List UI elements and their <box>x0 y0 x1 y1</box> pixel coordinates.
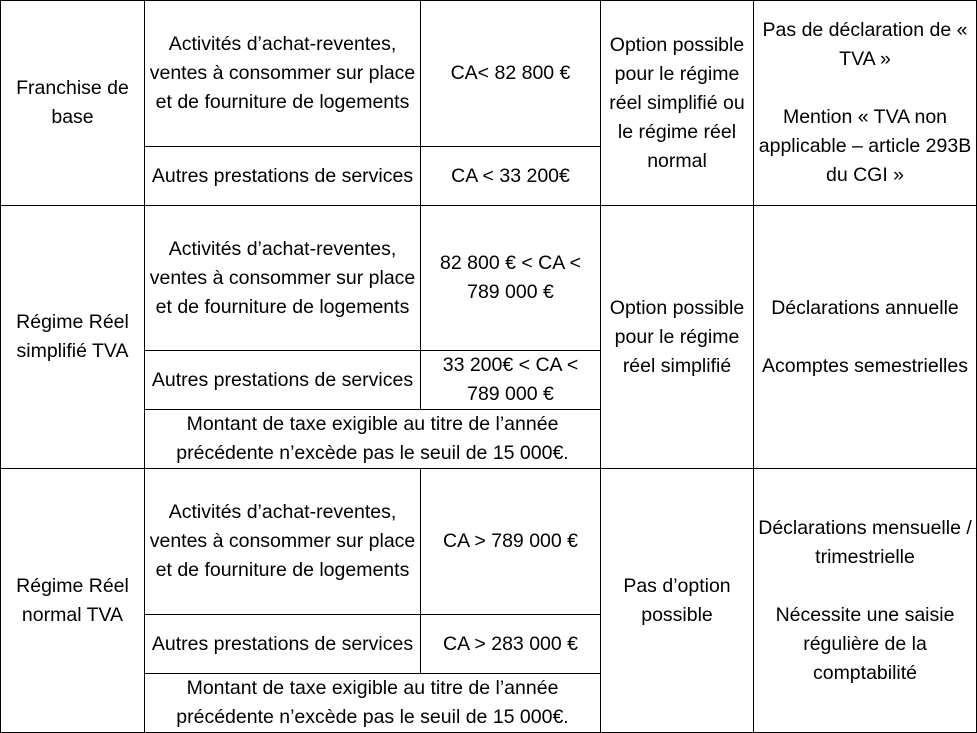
threshold-text: 82 800 € < CA < 789 000 € <box>440 252 581 303</box>
option-text: Option possible pour le régime réel simplifié <box>609 296 745 377</box>
threshold-cell <box>421 147 601 206</box>
tax-condition-cell <box>145 410 601 469</box>
obligation-line: Acomptes semestrielles <box>762 354 968 377</box>
activity-cell <box>145 147 421 206</box>
table-row <box>1 469 977 615</box>
obligations-cell <box>754 1 977 206</box>
regime-name-cell <box>1 1 145 206</box>
threshold-cell <box>421 206 601 351</box>
obligation-line: Mention « TVA non applicable – article 293B du CGI » <box>758 106 972 186</box>
activity-cell <box>145 206 421 351</box>
threshold-text: CA < 33 200€ <box>451 164 570 187</box>
activity-cell <box>145 351 421 410</box>
regime-name: Régime Réel simplifié TVA <box>16 311 129 362</box>
activity-text: Autres prestations de services <box>151 368 414 391</box>
tax-condition-text: Montant de taxe exigible au titre de l’année précédente n’excède pas le seuil de 15 000€. <box>176 677 569 728</box>
obligation-line: Déclarations annuelle <box>771 296 959 319</box>
threshold-cell <box>421 615 601 674</box>
obligation-line: Déclarations mensuelle / trimestrielle <box>758 516 972 568</box>
regime-name-cell <box>1 469 145 733</box>
threshold-text: CA< 82 800 € <box>450 62 571 84</box>
activity-text: Activités d’achat-reventes, ventes à consommer sur place et de fourniture de logements <box>149 501 416 581</box>
threshold-cell <box>421 351 601 410</box>
regime-name: Franchise de base <box>16 77 129 128</box>
regime-name: Régime Réel normal TVA <box>16 574 129 626</box>
option-cell <box>601 469 754 733</box>
threshold-cell <box>421 1 601 147</box>
spacer <box>758 572 972 601</box>
spacer <box>758 323 972 352</box>
obligation-line: Pas de déclaration de « TVA » <box>762 19 968 70</box>
activity-cell <box>145 1 421 147</box>
obligation-line: Nécessite une saisie régulière de la comptabilité <box>775 603 955 684</box>
option-text: Pas d’option possible <box>623 574 731 626</box>
option-text: Option possible pour le régime réel simplifié ou le régime réel normal <box>609 33 745 172</box>
tax-condition-text: Montant de taxe exigible au titre de l’année précédente n’excède pas le seuil de 15 000€. <box>176 413 569 464</box>
spacer <box>758 74 972 103</box>
activity-text: Autres prestations de services <box>151 164 414 187</box>
regime-name-cell <box>1 206 145 469</box>
table-row <box>1 1 977 147</box>
threshold-text: 33 200€ < CA < 789 000 € <box>442 354 579 405</box>
threshold-text: CA > 789 000 € <box>443 530 578 552</box>
activity-text: Activités d’achat-reventes, ventes à consommer sur place et de fourniture de logements <box>149 33 416 113</box>
table-row <box>1 206 977 351</box>
obligations-cell <box>754 206 977 469</box>
activity-cell <box>145 469 421 615</box>
option-cell <box>601 206 754 469</box>
activity-cell <box>145 615 421 674</box>
threshold-cell <box>421 469 601 615</box>
obligations-cell <box>754 469 977 733</box>
threshold-text: CA > 283 000 € <box>443 632 578 655</box>
activity-text: Autres prestations de services <box>151 632 414 655</box>
option-cell <box>601 1 754 206</box>
tax-condition-cell <box>145 674 601 733</box>
activity-text: Activités d’achat-reventes, ventes à consommer sur place et de fourniture de logements <box>149 237 416 318</box>
